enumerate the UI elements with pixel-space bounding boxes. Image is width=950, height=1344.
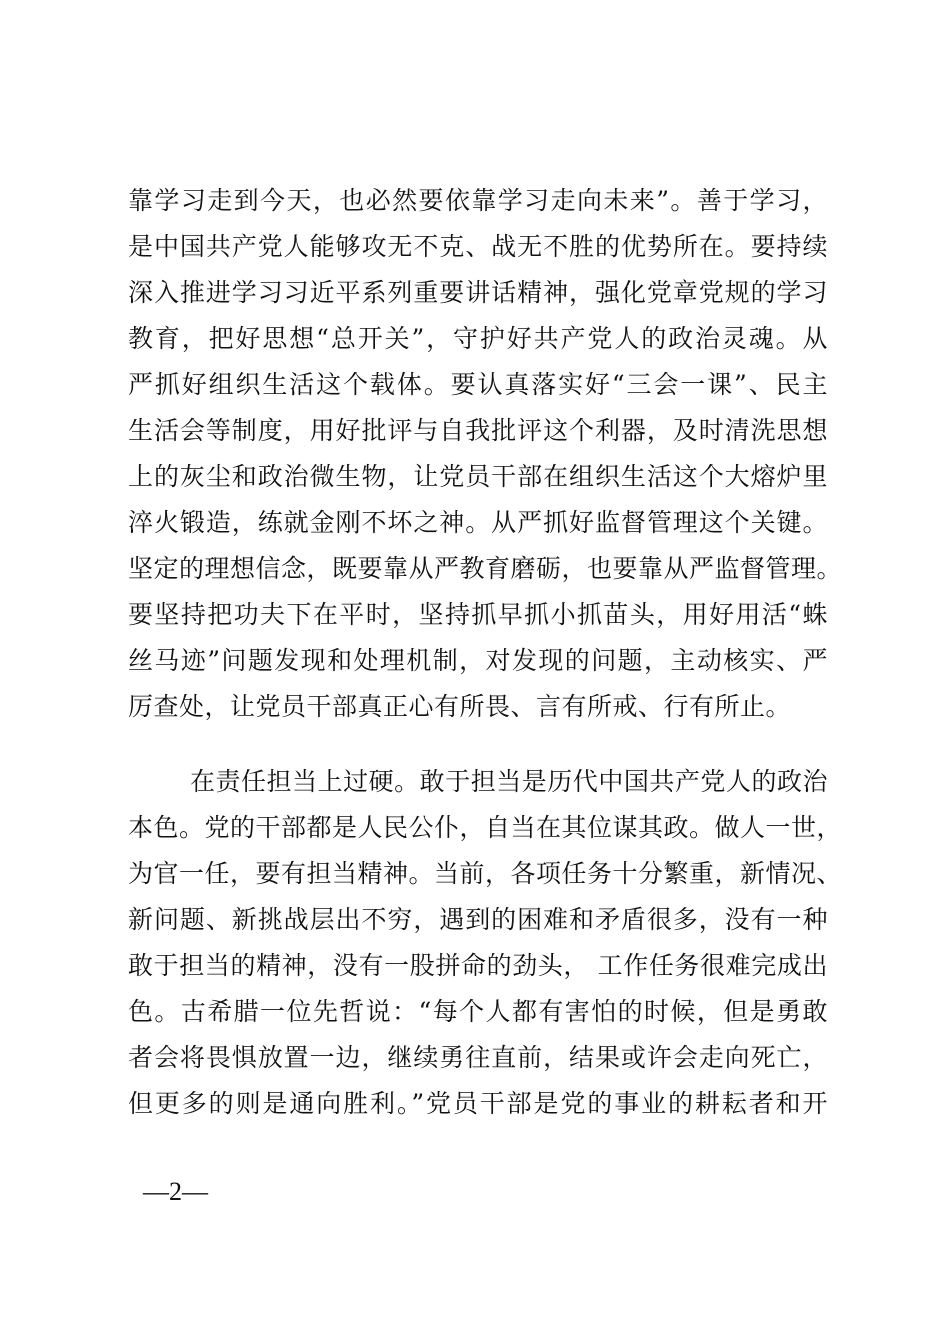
text-line: 教育，把好思想“总开关”，守护好共产党人的政治灵魂。从 <box>128 324 828 353</box>
text-line: 上的灰尘和政治微生物，让党员干部在组织生活这个大熔炉里 <box>128 462 828 491</box>
text-line: 敢于担当的精神，没有一股拼命的劲头， 工作任务很难完成出 <box>128 951 828 980</box>
text-line: 是中国共产党人能够攻无不克、战无不胜的优势所在。要持续 <box>128 232 828 261</box>
text-line: 靠学习走到今天，也必然要依靠学习走向未来”。善于学习， <box>128 186 828 215</box>
text-line: 厉查处，让党员干部真正心有所畏、言有所戒、行有所止。 <box>128 692 792 721</box>
text-line: 色。古希腊一位先哲说：“每个人都有害怕的时候，但是勇敢 <box>128 997 828 1026</box>
text-line: 新问题、新挑战层出不穷，遇到的困难和矛盾很多，没有一种 <box>128 905 828 934</box>
text-line: 丝马迹”问题发现和处理机制，对发现的问题，主动核实、严 <box>128 646 828 675</box>
text-line: 要坚持把功夫下在平时，坚持抓早抓小抓苗头，用好用活“蛛 <box>128 600 828 629</box>
text-line: 深入推进学习习近平系列重要讲话精神，强化党章党规的学习 <box>128 278 828 307</box>
text-line: 坚定的理想信念，既要靠从严教育磨砺，也要靠从严监督管理。 <box>128 554 843 583</box>
text-line: 生活会等制度，用好批评与自我批评这个利器，及时清洗思想 <box>128 416 828 445</box>
page-number: —2— <box>143 1177 208 1206</box>
text-line: 在责任担当上过硬。敢于担当是历代中国共产党人的政治 <box>190 767 828 796</box>
text-line: 本色。党的干部都是人民公仆，自当在其位谋其政。做人一世， <box>128 813 843 842</box>
text-line: 严抓好组织生活这个载体。要认真落实好“三会一课”、民主 <box>128 370 828 399</box>
text-line: 淬火锻造，练就金刚不坏之神。从严抓好监督管理这个关键。 <box>128 508 828 537</box>
text-line: 者会将畏惧放置一边，继续勇往直前，结果或许会走向死亡， <box>128 1043 828 1072</box>
text-line: 但更多的则是通向胜利。”党员干部是党的事业的耕耘者和开 <box>128 1089 828 1118</box>
text-line: 为官一任，要有担当精神。当前，各项任务十分繁重，新情况、 <box>128 859 843 888</box>
